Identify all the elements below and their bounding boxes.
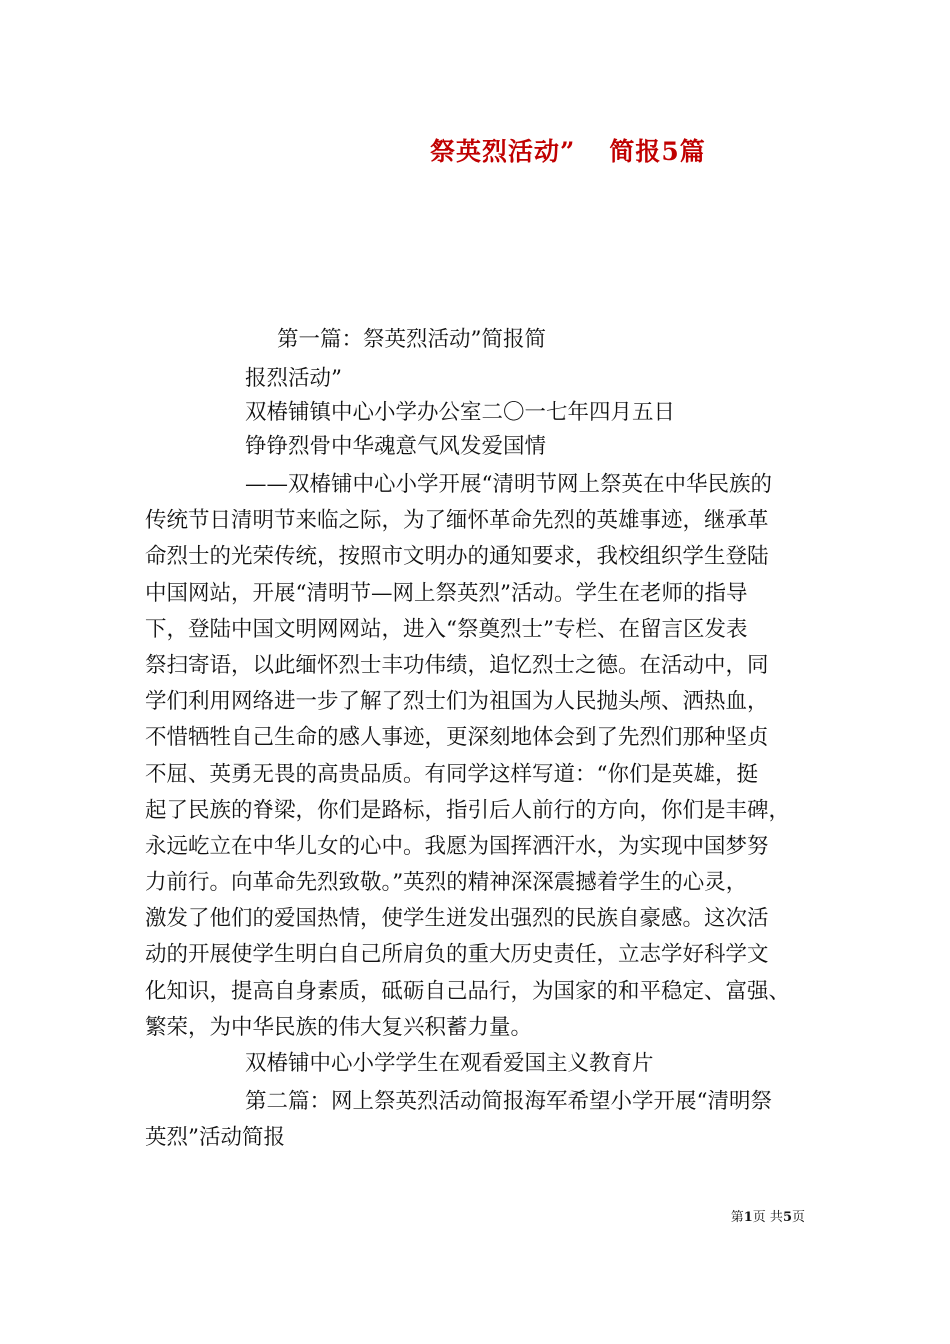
body-line: 铮铮烈骨中华魂意气风发爱国情 <box>245 434 547 459</box>
body-line: 繁荣，为中华民族的伟大复兴积蓄力量。 <box>145 1015 533 1040</box>
body-line: 激发了他们的爱国热情，使学生迸发出强烈的民族自豪感。这次活 <box>145 906 769 931</box>
title-part-2: 简报5篇 <box>609 137 706 166</box>
body-line: 化知识，提高自身素质，砥砺自己品行，为国家的和平稳定、富强、 <box>145 979 791 1004</box>
body-line: 动的开展使学生明白自己所肩负的重大历史责任，立志学好科学文 <box>145 942 769 967</box>
body-line: 不屈、英勇无畏的高贵品质。有同学这样写道：“你们是英雄，挺 <box>145 762 758 787</box>
current-page-number: 1 <box>743 1210 753 1225</box>
body-line: 起了民族的脊梁，你们是路标，指引后人前行的方向，你们是丰碑， <box>145 798 791 823</box>
body-line: 祭扫寄语，以此缅怀烈士丰功伟绩，追忆烈士之德。在活动中，同 <box>145 653 769 678</box>
body-line: 永远屹立在中华儿女的心中。我愿为国挥洒汗水，为实现中国梦努 <box>145 834 769 859</box>
photo-caption: 双椿铺中心小学学生在观看爱国主义教育片 <box>245 1051 654 1076</box>
page-footer: 第1页 共5页 <box>730 1210 805 1225</box>
body-line: 学们利用网络进一步了解了烈士们为祖国为人民抛头颅、洒热血， <box>145 689 769 714</box>
body-line: 下，登陆中国文明网网站，进入“祭奠烈士”专栏、在留言区发表 <box>145 617 748 642</box>
body-line: 力前行。向革命先烈致敬。”英烈的精神深深震撼着学生的心灵， <box>145 870 748 895</box>
body-line: 中国网站，开展“清明节—网上祭英烈”活动。学生在老师的指导 <box>145 581 748 606</box>
body-line: 双椿铺镇中心小学办公室二〇一七年四月五日 <box>245 400 676 425</box>
body-line: 不惜牺牲自己生命的感人事迹，更深刻地体会到了先烈们那种坚贞 <box>145 725 769 750</box>
body-line: 英烈”活动简报 <box>145 1125 285 1150</box>
document-title <box>430 132 706 168</box>
body-line: 传统节日清明节来临之际，为了缅怀革命先烈的英雄事迹，继承革 <box>145 508 769 533</box>
total-page-count: 5 <box>782 1210 792 1225</box>
body-line: ——双椿铺中心小学开展“清明节网上祭英在中华民族的 <box>245 472 772 497</box>
title-part-1: 祭英烈活动” <box>430 137 576 166</box>
heading-first-article: 第一篇：祭英烈活动”简报简 <box>277 327 546 352</box>
heading-second-article: 第二篇：网上祭英烈活动简报海军希望小学开展“清明祭 <box>245 1089 772 1114</box>
body-line: 报烈活动” <box>245 366 342 391</box>
body-line: 命烈士的光荣传统，按照市文明办的通知要求，我校组织学生登陆 <box>145 544 769 569</box>
